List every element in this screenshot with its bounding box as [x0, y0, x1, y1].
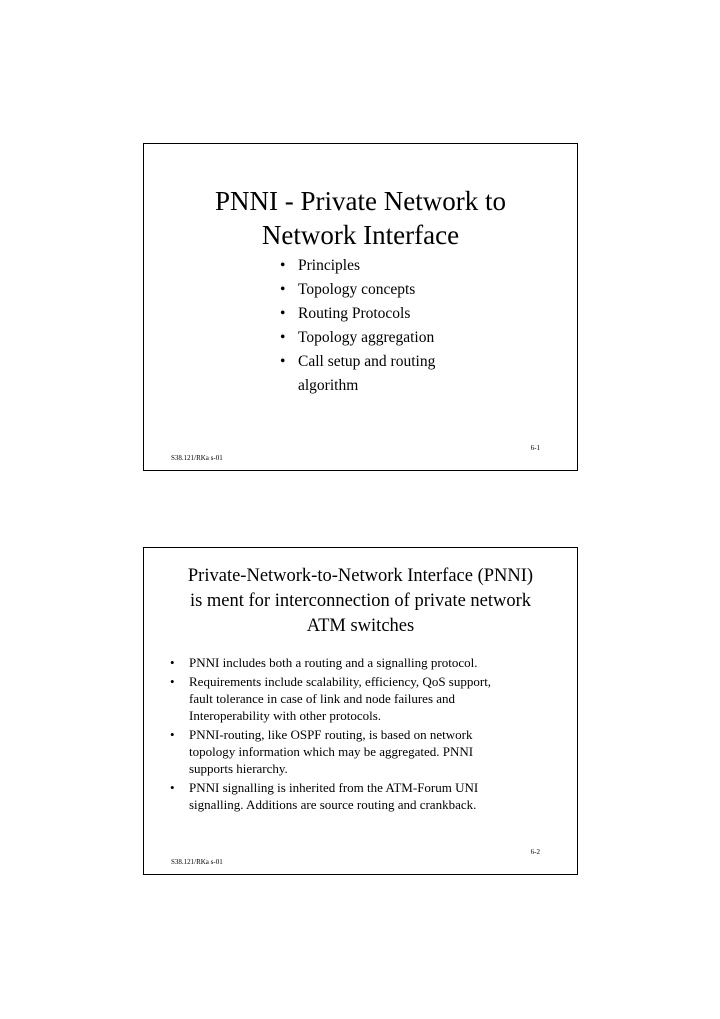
list-item	[170, 779, 550, 813]
bullet-text: Routing Protocols	[298, 305, 411, 322]
page-number: 6-2	[530, 848, 540, 856]
bullet-text: Topology concepts	[298, 281, 416, 298]
bullet-text-continued: algorithm	[298, 377, 359, 394]
bullet-icon: •	[170, 655, 175, 670]
list-item	[280, 254, 435, 278]
title-line: PNNI - Private Network to	[215, 186, 506, 216]
bullet-icon: •	[280, 305, 286, 322]
bullet-list	[280, 254, 435, 398]
title-line: is ment for interconnection of private network	[189, 591, 532, 611]
bullet-text: Interoperability with other protocols.	[189, 708, 382, 723]
bullet-icon: •	[170, 727, 175, 742]
bullet-text: Call setup and routing	[298, 353, 436, 370]
bullet-text: PNNI-routing, like OSPF routing, is based on network	[189, 727, 473, 742]
list-item	[280, 302, 435, 326]
slide-1	[143, 143, 578, 471]
bullet-text: signalling. Additions are source routing and crankback.	[189, 797, 477, 812]
bullet-text: PNNI signalling is inherited from the ATM-Forum UNI	[189, 780, 479, 795]
list-item	[170, 654, 550, 671]
bullet-text: topology information which may be aggregated. PNNI	[189, 744, 474, 759]
list-item	[280, 278, 435, 302]
bullet-icon: •	[170, 674, 175, 689]
list-item	[170, 673, 550, 724]
list-item	[280, 350, 435, 398]
bullet-list	[170, 654, 550, 815]
bullet-text: Topology aggregation	[298, 329, 435, 346]
bullet-icon: •	[280, 329, 286, 346]
title-line: Network Interface	[261, 220, 460, 250]
list-item	[280, 326, 435, 350]
bullet-text: fault tolerance in case of link and node failures and	[189, 691, 456, 706]
slide-title	[144, 184, 577, 252]
slide-footer: S38.121/RKa s-01	[171, 454, 223, 462]
bullet-text: PNNI includes both a routing and a signalling protocol.	[189, 655, 478, 670]
bullet-text: Principles	[298, 257, 360, 274]
title-line: ATM switches	[306, 616, 415, 636]
list-item	[170, 726, 550, 777]
page-number: 6-1	[530, 444, 540, 452]
slide-2	[143, 547, 578, 875]
bullet-text: supports hierarchy.	[189, 761, 288, 776]
bullet-icon: •	[170, 780, 175, 795]
bullet-icon: •	[280, 281, 286, 298]
bullet-text: Requirements include scalability, efficiency, QoS support,	[189, 674, 492, 689]
slide-footer: S38.121/RKa s-01	[171, 858, 223, 866]
title-line: Private-Network-to-Network Interface (PNNI)	[187, 566, 534, 586]
slide-title	[144, 564, 577, 639]
bullet-icon: •	[280, 257, 286, 274]
bullet-icon: •	[280, 353, 286, 370]
